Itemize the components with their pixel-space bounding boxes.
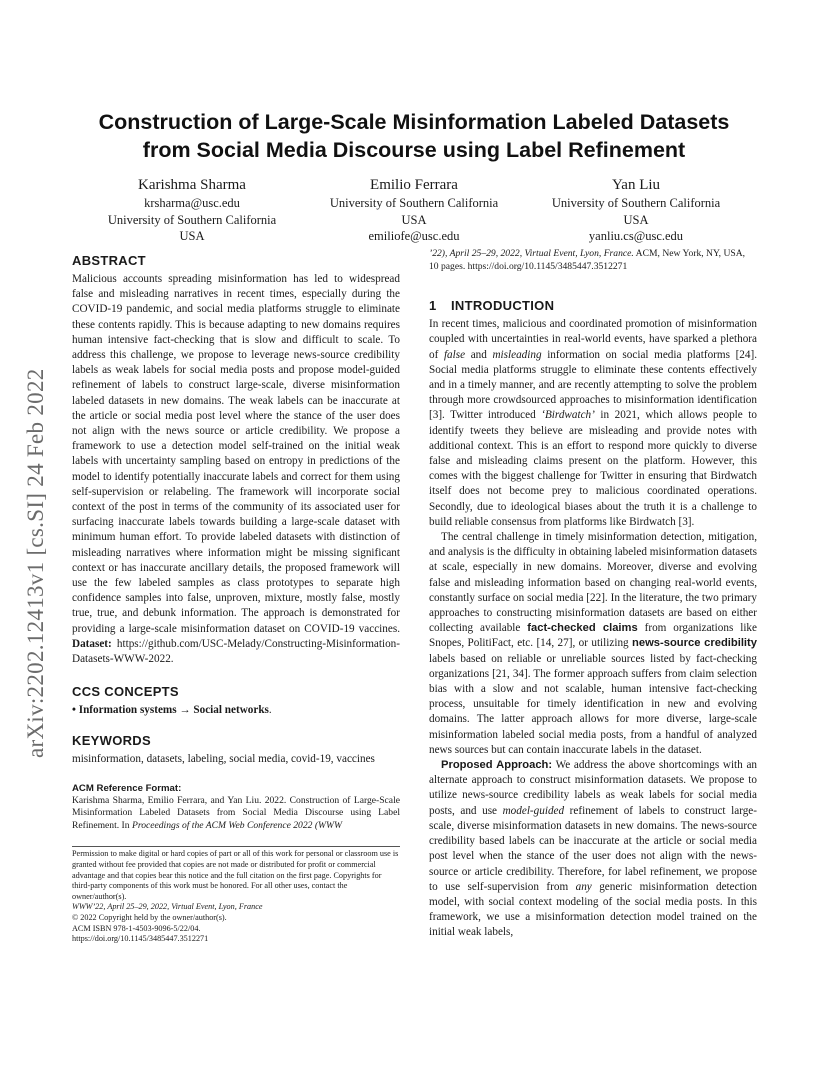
author-affiliation: University of Southern California xyxy=(329,196,499,210)
acm-reference-heading: ACM Reference Format: xyxy=(72,782,182,794)
author-name: Karishma Sharma xyxy=(138,177,246,193)
section-number: 1 xyxy=(429,298,437,314)
emphasis-any: any xyxy=(575,880,592,893)
author-block-3 xyxy=(506,176,766,245)
title-line-1: Construction of Large-Scale Misinformation Labeled Datasets xyxy=(98,110,730,134)
author-name: Emilio Ferrara xyxy=(370,177,458,193)
text-run: generic misinformation detection model, with social context modeling of the social media posts. In this framework, we use a misinformation detection model trained on the initial weak labels, xyxy=(429,880,758,939)
abstract-body xyxy=(72,272,400,667)
abstract-text: Malicious accounts spreading misinformation has led to widespread false and misleading narratives in recent times, especially during the COVID-19 pandemic, and social media platforms struggle to eliminate these contents rapidly. This is because adapting to new domains requires human intensive fact-checking that is slow and difficult to scale. To address this challenge, we propose to leverage news-source credibility labels as weak labels for social media posts and propose model-guided refinement of labels to construct large-scale, diverse misinformation labeled datasets in new domains. The weak labels can be inaccurate at the article or social media post level where the stance of the user does not align with the news source or article credibility. We propose a framework to use a detection model self-trained on the initial weak labels with uncertainty sampling based on entropy in predictions of the model to identify potentially inaccurate labels and correct for them using self-supervision or relabeling. The framework will incorporate social context of the post in terms of the community of its associated user for surfacing inaccurate labels towards building a large-scale dataset with minimum human effort. To provide labeled datasets with distinction of misleading narratives where information might be missing significant context or has inaccurate ancillary details, the proposed framework will use the few labeled samples as class prototypes to separate high confidence samples into false, unproven, mixture, mostly false, mostly true, true, and debunk information. The approach is demonstrated for providing a large-scale misinformation dataset on COVID-19 vaccines. xyxy=(72,273,400,635)
author-country: USA xyxy=(401,212,427,227)
intro-paragraph-1 xyxy=(429,317,757,530)
reference-citation: Karishma Sharma, Emilio Ferrara, and Yan Liu. 2022. Construction of Large-Scale Misinformation Labeled Datasets from Social Media Discourse using Label Refinement. In xyxy=(72,794,400,831)
text-run: In recent times, malicious and coordinated promotion of misinformation coupled with uncertainties in real-world events, have sparked a plethora of xyxy=(429,318,757,361)
text-run: The central challenge in timely misinformation detection, mitigation, and analysis is the difficulty in obtaining labeled misinformation datasets at scale, especially in new domains. Moreover, diverse and evolving false and misleading information based on changing real-world events, constantly surface on social media [22]. In the literature, the two primary approaches to constructing misinformation datasets are based on either collecting available xyxy=(429,531,757,635)
author-country: USA xyxy=(179,229,205,243)
author-email: emiliofe@usc.edu xyxy=(368,229,460,243)
emphasis-false: false xyxy=(443,348,466,361)
author-email: krsharma@usc.edu xyxy=(144,196,240,210)
term-news-source-credibility: news-source credibility xyxy=(632,637,757,650)
title-line-2: from Social Media Discourse using Label Refinement xyxy=(142,138,686,162)
author-name: Yan Liu xyxy=(611,177,661,193)
section-title: INTRODUCTION xyxy=(451,298,555,314)
permission-notice: Permission to make digital or hard copies of part or all of this work for personal or classroom use is granted without fee provided that copies are not made or distributed for profit or commercial advantage and that copies bear this notice and the full citation on the first page. Copyrights for third-party components of this work must be honored. For all other uses, contact the owner/author(s). xyxy=(72,849,399,901)
arxiv-watermark xyxy=(22,298,50,758)
keywords-text: misinformation, datasets, labeling, social media, covid-19, vaccines xyxy=(72,753,375,766)
text-run: from organizations like Snopes, PolitiFact, etc. [14, 27], or utilizing xyxy=(429,622,757,650)
doi-line[interactable]: https://doi.org/10.1145/3485447.3512271 xyxy=(72,934,209,944)
term-fact-checked-claims: fact-checked claims xyxy=(527,622,638,635)
text-run: information on social media platforms [24]. Social media platforms struggle to eliminate these contents effectively and in a timely manner, and are recently attempting to solve the problem through more crowdsourced approaches to misinformation identification [3]. Twitter introduced xyxy=(429,348,758,422)
author-block-2 xyxy=(284,176,544,245)
author-email: yanliu.cs@usc.edu xyxy=(588,229,684,243)
author-affiliation: University of Southern California xyxy=(551,196,721,210)
text-run: refinement of labels to construct large-scale, diverse misinformation datasets in new domains. The news-source credibility based labels can be inaccurate at the article or social media post level when the stance of the user does not align with the news-source or article credibility. Therefore, for label refinement, we propose to use self-supervision from xyxy=(429,804,757,893)
ccs-concepts xyxy=(72,703,400,718)
author-block-1 xyxy=(62,176,322,245)
author-affiliation: University of Southern California xyxy=(107,212,277,227)
acm-reference-text xyxy=(72,795,400,833)
venue-text: WWW’22, April 25–29, 2022, Virtual Event, Lyon, France xyxy=(72,902,263,912)
dataset-link[interactable]: https://github.com/USC-Melady/Constructing-Misinformation-Datasets-WWW-2022. xyxy=(72,637,400,666)
acm-reference-continued xyxy=(429,248,757,273)
copyright-line: © 2022 Copyright held by the owner/author(s). xyxy=(72,913,227,923)
paper-title xyxy=(60,108,768,164)
text-run: in 2021, which allows people to identify tweets they believe are misleading and provide notes with additional context. This is an effort to respond more quickly to diverse false and misleading claims present on the platform. However, this comes with the biggest challenge for Twitter in ensuring that Birdwatch itself does not become prey to malicious coordinated operations. Secondly, due to ideological biases about the truth it is a challenge to build reliable consensus from platforms like Birdwatch [3]. xyxy=(429,409,757,528)
footnote-rule xyxy=(72,846,400,847)
proposed-approach-label: Proposed Approach: xyxy=(441,759,553,772)
venue-line xyxy=(72,902,400,913)
author-country: USA xyxy=(623,212,649,227)
ccs-arrow: → xyxy=(179,704,191,717)
emphasis-model-guided: model-guided xyxy=(502,804,565,817)
left-column xyxy=(72,252,400,945)
ccs-concept: Information systems xyxy=(78,704,177,717)
ccs-subconcept: Social networks xyxy=(193,704,269,717)
intro-paragraph-3 xyxy=(429,758,757,940)
ccs-period: . xyxy=(268,704,272,717)
text-run: labels based on reliable or unreliable sources listed by fact-checking organizations [21, 34]. The former approach suffers from claim selection bias with a slow and not scalable, human intensive fact-checking process, unsuitable for timely identification in new and evolving domains. The latter approach allows for more diverse, large-scale misinformation labeled social media posts, from a handful of analyzed news sources but can contain inaccurate labels in the dataset. xyxy=(429,652,757,756)
intro-paragraph-2 xyxy=(429,530,757,758)
arxiv-identifier: arXiv:2202.12413v1 [cs.SI] 24 Feb 2022 xyxy=(23,368,48,758)
emphasis-birdwatch: ‘Birdwatch’ xyxy=(541,409,595,422)
introduction-heading xyxy=(429,297,757,314)
reference-proceedings: Proceedings of the ACM Web Conference 2022 (WWW xyxy=(131,819,342,831)
footnote xyxy=(72,849,400,944)
right-column xyxy=(429,248,757,941)
abstract-heading: ABSTRACT xyxy=(72,253,146,268)
reference-publisher: ACM, New York, NY, USA, 10 pages. https://doi.org/10.1145/3485447.3512271 xyxy=(429,248,746,272)
isbn-line: ACM ISBN 978-1-4503-9096-5/22/04. xyxy=(72,923,201,933)
text-run: and xyxy=(465,348,493,361)
emphasis-misleading: misleading xyxy=(492,348,542,361)
reference-venue: ’22), April 25–29, 2022, Virtual Event, Lyon, France. xyxy=(429,248,634,259)
ccs-bullet: • xyxy=(72,704,76,717)
keywords-heading: KEYWORDS xyxy=(72,733,151,749)
text-run: We address the above shortcomings with an alternate approach to construct misinformation datasets. We propose to utilize news-source credibility labels as weak labels for social media posts, and use xyxy=(429,759,758,817)
ccs-heading: CCS CONCEPTS xyxy=(72,684,179,700)
dataset-label: Dataset: xyxy=(72,637,112,650)
